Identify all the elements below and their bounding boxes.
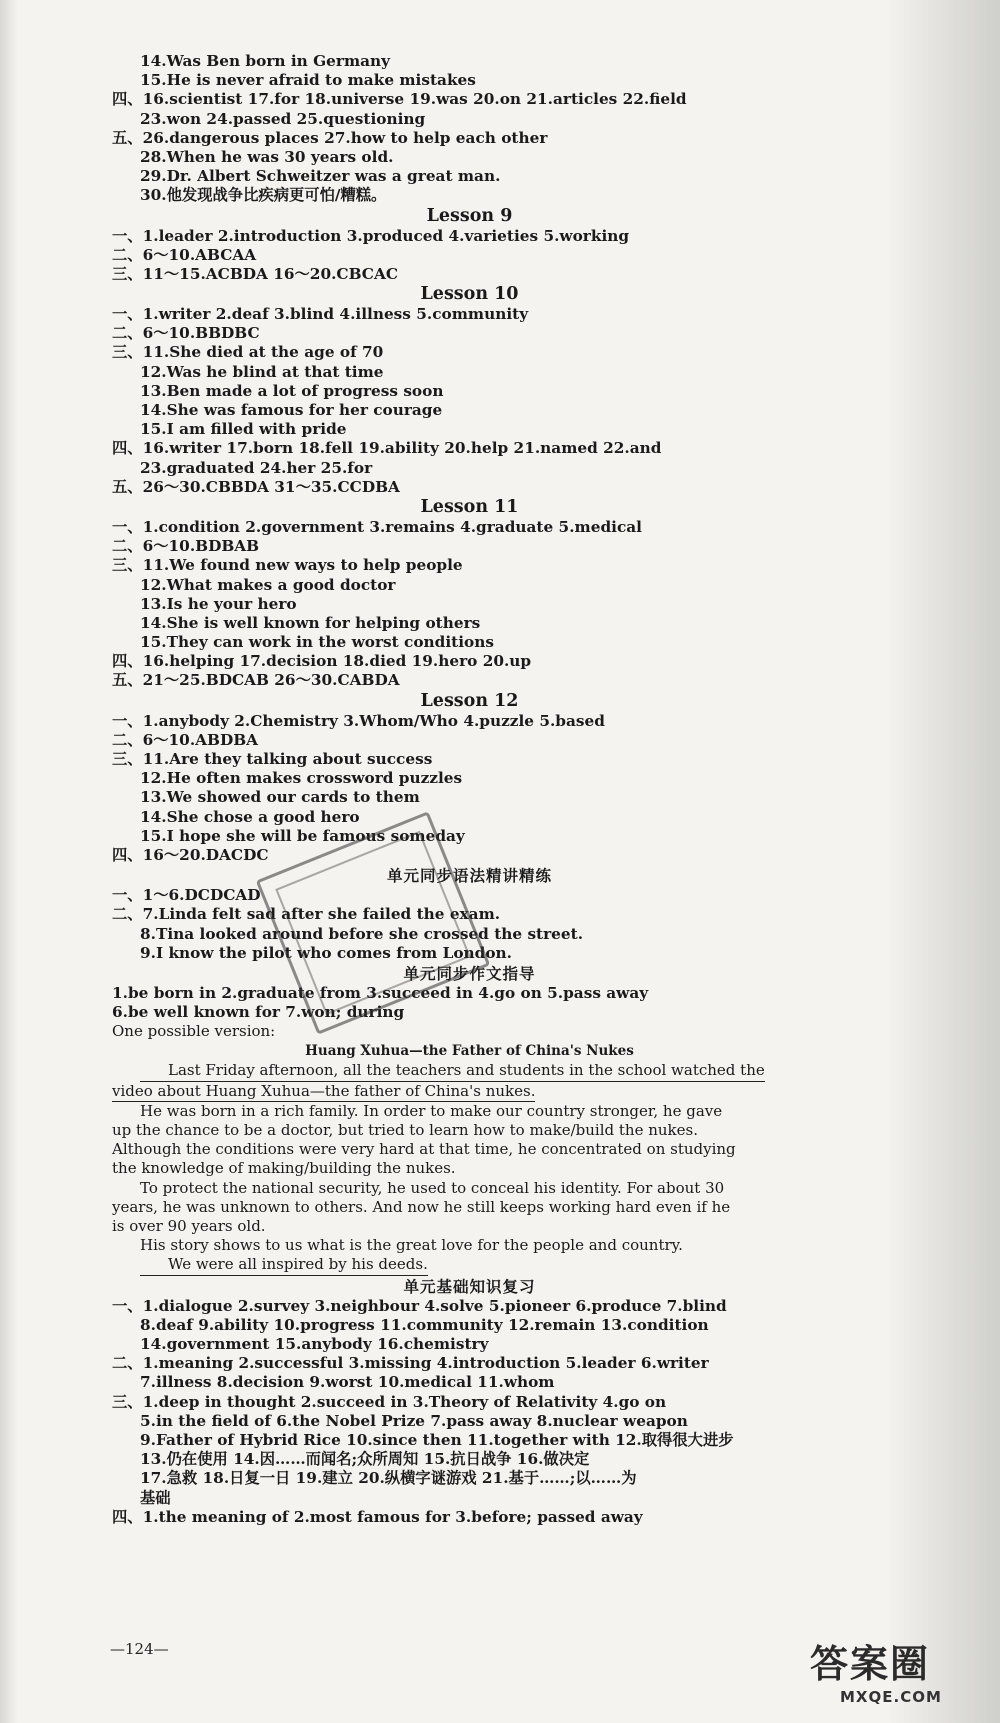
underlined-text: Last Friday afternoon, all the teachers and students in the school watched the bbox=[140, 1061, 765, 1081]
answer-line: One possible version: bbox=[112, 1022, 276, 1041]
answer-line: 三、1.deep in thought 2.succeed in 3.Theory of Relativity 4.go on bbox=[112, 1392, 667, 1411]
essay-line: years, he was unknown to others. And now he still keeps working hard even if he bbox=[112, 1197, 731, 1216]
essay-line bbox=[112, 1082, 827, 1102]
answer-line: 9.Father of Hybrid Rice 10.since then 11.together with 12.取得很大进步 bbox=[140, 1430, 734, 1449]
watermark-url: MXQE.COM bbox=[840, 1688, 942, 1706]
watermark-logo: 答案圈 bbox=[810, 1642, 931, 1686]
section-heading: 单元同步作文指导 bbox=[403, 963, 536, 983]
essay-line: Although the conditions were very hard at that time, he concentrated on studying bbox=[112, 1140, 736, 1159]
answer-line: 三、11.Are they talking about success bbox=[112, 750, 433, 768]
lesson-heading: Lesson 10 bbox=[420, 284, 519, 305]
answer-line: 三、11.She died at the age of 70 bbox=[112, 343, 384, 362]
essay-line: His story shows to us what is the great love for the people and country. bbox=[140, 1236, 683, 1255]
watermark bbox=[810, 1640, 990, 1710]
answer-line: 12.What makes a good doctor bbox=[140, 575, 396, 594]
answer-line: 一、1.leader 2.introduction 3.produced 4.varieties 5.working bbox=[112, 226, 630, 245]
answer-line: 四、16.writer 17.born 18.fell 19.ability 20.help 21.named 22.and bbox=[112, 439, 662, 458]
answer-line: 15.I hope she will be famous someday bbox=[140, 826, 465, 845]
essay-line bbox=[112, 1061, 827, 1081]
answer-line: 17.急救 18.日复一日 19.建立 20.纵横字谜游戏 21.基于……;以……为 bbox=[140, 1469, 637, 1488]
answer-line: 五、26～30.CBBDA 31～35.CCDBA bbox=[112, 477, 400, 496]
answer-line: 四、1.the meaning of 2.most famous for 3.before; passed away bbox=[112, 1507, 643, 1526]
essay-line: the knowledge of making/building the nukes. bbox=[112, 1159, 456, 1178]
lesson-heading: Lesson 9 bbox=[426, 205, 513, 226]
essay-line: is over 90 years old. bbox=[112, 1217, 266, 1236]
section-heading: 单元基础知识复习 bbox=[403, 1276, 536, 1296]
answer-line: 二、1.meaning 2.successful 3.missing 4.introduction 5.leader 6.writer bbox=[112, 1354, 709, 1373]
answer-line: 五、21～25.BDCAB 26～30.CABDA bbox=[112, 671, 400, 690]
underlined-text: We were all inspired by his deeds. bbox=[140, 1255, 428, 1275]
answer-line: 30.他发现战争比疾病更可怕/糟糕。 bbox=[140, 186, 387, 205]
answer-line: 29.Dr. Albert Schweitzer was a great man. bbox=[140, 167, 501, 186]
scan-shadow-right bbox=[890, 0, 1000, 1723]
answer-line: 15.I am filled with pride bbox=[140, 420, 347, 439]
answer-line: 12.Was he blind at that time bbox=[140, 362, 384, 381]
answer-line: 5.in the field of 6.the Nobel Prize 7.pass away 8.nuclear weapon bbox=[140, 1411, 688, 1430]
answer-line: 13.仍在使用 14.因……而闻名;众所周知 15.抗日战争 16.做决定 bbox=[140, 1450, 590, 1469]
answer-line: 15.They can work in the worst conditions bbox=[140, 633, 494, 652]
answer-line: 23.graduated 24.her 25.for bbox=[140, 458, 373, 477]
essay-line: up the chance to be a doctor, but tried to learn how to make/build the nukes. bbox=[112, 1121, 698, 1140]
answer-line: 13.Ben made a lot of progress soon bbox=[140, 381, 444, 400]
answer-line: 9.I know the pilot who comes from London. bbox=[140, 943, 512, 962]
answer-line: 14.She was famous for her courage bbox=[140, 401, 443, 419]
essay-line bbox=[112, 1255, 827, 1275]
answer-line: 四、16～20.DACDC bbox=[112, 845, 269, 864]
section-heading: 单元同步语法精讲精练 bbox=[386, 866, 552, 886]
answer-line: 二、6～10.ABDBA bbox=[112, 730, 259, 749]
essay-line: He was born in a rich family. In order to make our country stronger, he gave bbox=[140, 1101, 723, 1120]
answer-line: 14.She is well known for helping others bbox=[140, 613, 481, 632]
answer-line: 14.She chose a good hero bbox=[140, 807, 360, 826]
answer-line: 28.When he was 30 years old. bbox=[140, 147, 394, 166]
underlined-text: video about Huang Xuhua—the father of China's nukes. bbox=[112, 1082, 535, 1102]
essay-title: Huang Xuhua—the Father of China's Nukes bbox=[305, 1043, 634, 1060]
answer-line: 7.illness 8.decision 9.worst 10.medical 11.whom bbox=[140, 1373, 555, 1392]
page-number: —124— bbox=[110, 1640, 169, 1658]
answer-line: 一、1.anybody 2.Chemistry 3.Whom/Who 4.puzzle 5.based bbox=[112, 711, 605, 730]
answer-line: 五、26.dangerous places 27.how to help each other bbox=[112, 128, 548, 147]
answer-line: 12.He often makes crossword puzzles bbox=[140, 769, 463, 788]
answer-line: 二、6～10.BDBAB bbox=[112, 537, 260, 556]
lesson-heading: Lesson 12 bbox=[420, 690, 519, 711]
answer-line: 三、11.We found new ways to help people bbox=[112, 556, 463, 575]
answer-line: 一、1.writer 2.deaf 3.blind 4.illness 5.community bbox=[112, 305, 529, 324]
answer-line: 基础 bbox=[140, 1488, 171, 1507]
lesson-heading: Lesson 11 bbox=[420, 496, 519, 517]
answer-line: 8.Tina looked around before she crossed the street. bbox=[140, 924, 584, 943]
answer-column bbox=[112, 52, 827, 1527]
answer-line: 14.government 15.anybody 16.chemistry bbox=[140, 1335, 489, 1354]
answer-line: 二、6～10.ABCAA bbox=[112, 245, 257, 264]
answer-line: 6.be well known for 7.won; during bbox=[112, 1003, 405, 1022]
answer-line: 15.He is never afraid to make mistakes bbox=[140, 71, 476, 90]
answer-line: 1.be born in 2.graduate from 3.succeed in 4.go on 5.pass away bbox=[112, 983, 649, 1002]
answer-line: 一、1.dialogue 2.survey 3.neighbour 4.solve 5.pioneer 6.produce 7.blind bbox=[112, 1296, 727, 1315]
answer-line: 13.Is he your hero bbox=[140, 594, 297, 613]
answer-line: 一、1.condition 2.government 3.remains 4.graduate 5.medical bbox=[112, 517, 642, 536]
answer-line: 二、7.Linda felt sad after she failed the exam. bbox=[112, 905, 501, 924]
answer-line: 二、6～10.BBDBC bbox=[112, 324, 260, 343]
answer-line: 13.We showed our cards to them bbox=[140, 788, 420, 807]
answer-line: 14.Was Ben born in Germany bbox=[140, 52, 391, 70]
answer-line: 23.won 24.passed 25.questioning bbox=[140, 109, 426, 128]
answer-line: 三、11～15.ACBDA 16～20.CBCAC bbox=[112, 264, 399, 283]
answer-line: 四、16.scientist 17.for 18.universe 19.was 20.on 21.articles 22.field bbox=[112, 90, 687, 109]
essay-line: To protect the national security, he used to conceal his identity. For about 30 bbox=[140, 1178, 725, 1197]
scan-shadow-left bbox=[0, 0, 18, 1723]
answer-line: 一、1～6.DCDCAD bbox=[112, 886, 261, 905]
answer-line: 四、16.helping 17.decision 18.died 19.hero 20.up bbox=[112, 652, 532, 671]
answer-line: 8.deaf 9.ability 10.progress 11.community 12.remain 13.condition bbox=[140, 1315, 709, 1334]
